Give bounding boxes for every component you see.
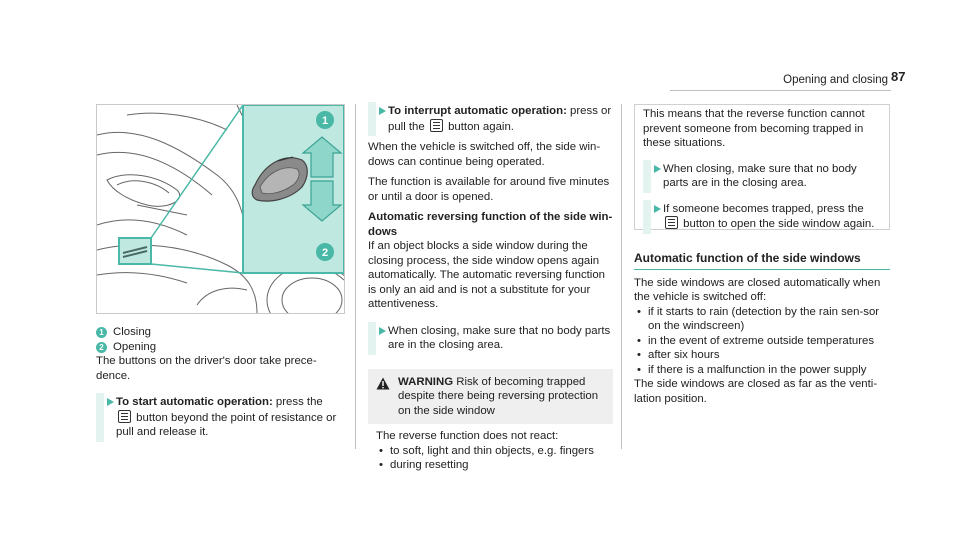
- step-arrow-icon: [379, 107, 386, 115]
- paragraph: The side windows are closed automatically when the vehicle is switched off:: [634, 276, 881, 303]
- step-start-automatic: [96, 395, 346, 440]
- step-text: button to open the side window again.: [680, 218, 875, 230]
- step-closing-caution: [368, 324, 613, 353]
- warning-label: WARNING: [398, 375, 454, 388]
- paragraph: The side windows are closed as far as the venti-lation position.: [634, 378, 878, 405]
- legend-text: Opening: [113, 340, 157, 353]
- heading-underline: [634, 269, 890, 270]
- section-title: Opening and closing: [783, 74, 888, 86]
- step-text: When closing, make sure that no body parts are in the closing area.: [663, 162, 857, 189]
- list-item: • if there is a malfunction in the power supply: [634, 363, 890, 378]
- warning-continuation-box: [634, 104, 890, 230]
- list-item: • in the event of extreme outside temperatures: [634, 334, 890, 349]
- intro-paragraph: The buttons on the driver's door take prece-dence.: [96, 355, 317, 382]
- warning-triangle-icon: [376, 377, 390, 390]
- legend-item: [96, 340, 346, 355]
- legend-item: [96, 325, 346, 340]
- callout-2: [316, 243, 334, 261]
- step-trapped: [643, 202, 881, 232]
- door-panel-illustration: [97, 105, 344, 313]
- paragraph: This means that the reverse function cannot prevent someone from becoming trapped in these situations.: [643, 108, 865, 149]
- step-interrupt-automatic: [368, 104, 613, 134]
- window-button-icon: [118, 410, 131, 423]
- callout-1: [316, 111, 334, 129]
- warning-list: [376, 444, 613, 473]
- warning-box: [368, 369, 613, 425]
- paragraph: When the vehicle is switched off, the side win-dows can continue being operated.: [368, 141, 601, 168]
- list-item: • if it starts to rain (detection by the rain sen-sor on the windscreen): [634, 305, 890, 334]
- step-arrow-icon: [107, 398, 114, 406]
- list-item: • during resetting: [376, 458, 613, 473]
- step-arrow-icon: [379, 327, 386, 335]
- page-number: 87: [891, 69, 906, 84]
- step-arrow-icon: [654, 165, 661, 173]
- step-text: When closing, make sure that no body parts are in the closing area.: [388, 324, 611, 351]
- step-closing-caution: [643, 162, 881, 191]
- paragraph: If an object blocks a side window during the closing process, the side window opens again automatically. The automatic reversing function is only an aid and is not a substitute for your attentiveness.: [368, 240, 606, 310]
- list-item: • after six hours: [634, 348, 890, 363]
- column-1: [96, 325, 346, 440]
- door-switch-figure: [96, 104, 345, 314]
- legend-number: 1: [96, 327, 107, 338]
- column-divider-2: [621, 104, 622, 449]
- window-button-icon: [665, 216, 678, 229]
- column-3: [634, 251, 890, 406]
- step-text: press or pull the: [388, 105, 612, 133]
- running-header: [670, 73, 888, 88]
- warning-text: Risk of becoming trapped despite there being reversing protection on the side window: [398, 375, 599, 417]
- step-label: To start automatic operation:: [116, 396, 273, 408]
- step-label: To interrupt automatic operation:: [388, 105, 567, 117]
- callout-2-label: 2: [321, 247, 329, 259]
- callout-1-label: 1: [321, 115, 329, 127]
- step-text: If someone becomes trapped, press the: [663, 202, 864, 215]
- paragraph: The function is available for around five minutes or until a door is opened.: [368, 176, 610, 203]
- column-divider-1: [355, 104, 356, 449]
- subheading-reversing: Automatic reversing function of the side win-dows: [368, 211, 613, 238]
- legend-text: Closing: [113, 326, 151, 338]
- list-item: • to soft, light and thin objects, e.g. fingers: [376, 444, 613, 459]
- legend-number: 2: [96, 342, 107, 353]
- warning-body: [368, 429, 613, 473]
- warning-intro: The reverse function does not react:: [376, 430, 559, 442]
- step-arrow-icon: [654, 205, 661, 213]
- header-rule: [670, 90, 891, 91]
- window-button-icon: [430, 119, 443, 132]
- section-heading: Automatic function of the side windows: [634, 251, 861, 265]
- step-text: button beyond the point of resistance or pull and release it.: [116, 411, 337, 438]
- conditions-list: [634, 305, 890, 378]
- column-2: [368, 104, 613, 473]
- step-text: press the: [272, 396, 323, 408]
- step-text: button again.: [444, 120, 514, 133]
